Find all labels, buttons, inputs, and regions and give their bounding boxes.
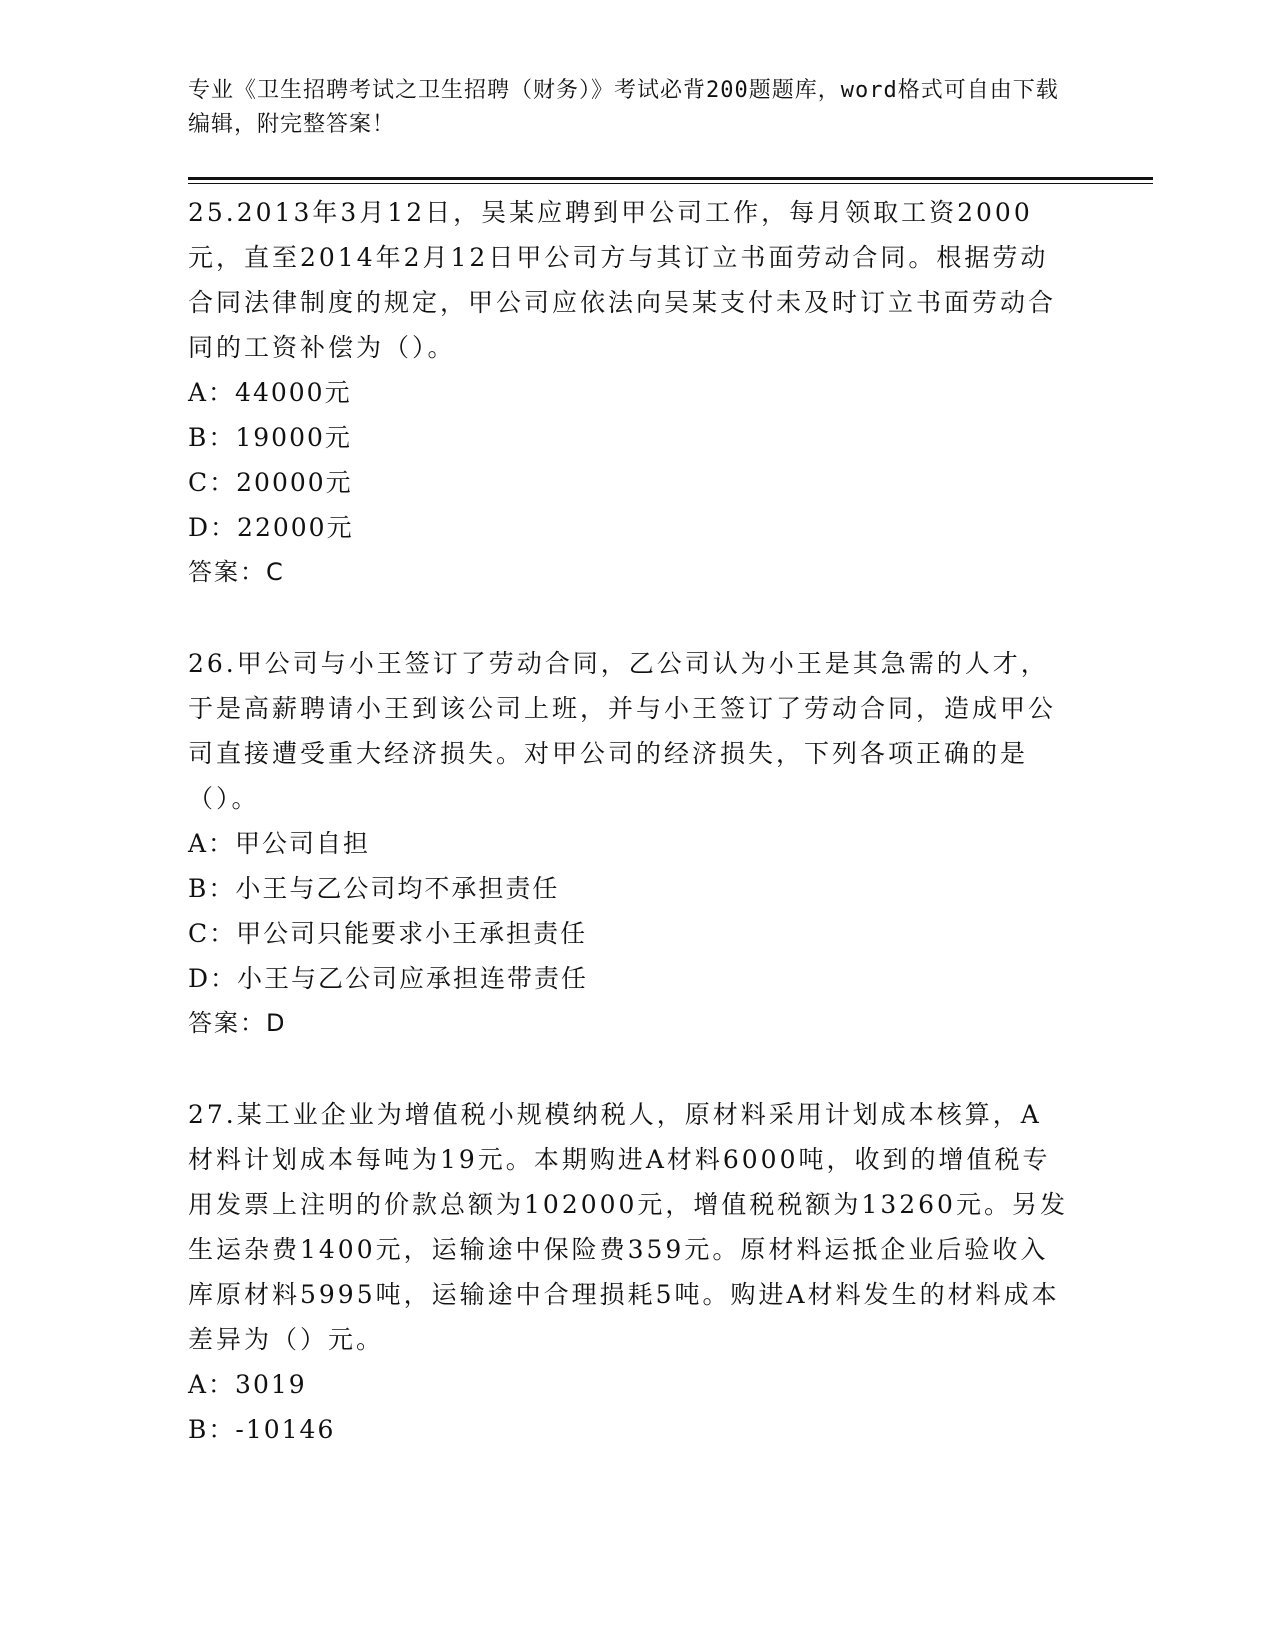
header-rule-thin (188, 183, 1153, 184)
option-a: A：甲公司自担 (188, 829, 371, 858)
option-c: C：20000元 (188, 468, 353, 497)
option-d: D：小王与乙公司应承担连带责任 (188, 964, 589, 993)
option-d: D：22000元 (188, 513, 354, 542)
document-header: 专业《卫生招聘考试之卫生招聘（财务）》考试必背200题题库，word格式可自由下载编辑，附完整答案！ (188, 78, 1059, 137)
answer: 答案：D (188, 1009, 287, 1037)
question-26 (188, 641, 1088, 1046)
header-rule-thick (188, 177, 1153, 180)
option-a: A：3019 (188, 1370, 307, 1399)
option-b: B：-10146 (188, 1415, 336, 1444)
option-b: B：19000元 (188, 423, 352, 452)
answer: 答案：C (188, 558, 285, 586)
question-list (188, 190, 1088, 1498)
question-text: 25.2013年3月12日，吴某应聘到甲公司工作，每月领取工资2000元，直至2014年2月12日甲公司方与其订立书面劳动合同。根据劳动合同法律制度的规定，甲公司应依法向吴某支付未及时订立书面劳动合同的工资补偿为（）。 (188, 198, 1057, 362)
question-text: 27.某工业企业为增值税小规模纳税人，原材料采用计划成本核算，A材料计划成本每吨为19元。本期购进A材料6000吨，收到的增值税专用发票上注明的价款总额为102000元，增值税税额为13260元。另发生运杂费1400元，运输途中保险费359元。原材料运抵企业后验收入库原材料5995吨，运输途中合理损耗5吨。购进A材料发生的材料成本差异为（）元。 (188, 1100, 1068, 1354)
option-b: B：小王与乙公司均不承担责任 (188, 874, 560, 903)
option-c: C：甲公司只能要求小王承担责任 (188, 919, 588, 948)
question-25 (188, 190, 1088, 595)
question-27 (188, 1092, 1088, 1452)
question-text: 26.甲公司与小王签订了劳动合同，乙公司认为小王是其急需的人才，于是高薪聘请小王到该公司上班，并与小王签订了劳动合同，造成甲公司直接遭受重大经济损失。对甲公司的经济损失，下列各项正确的是（）。 (188, 649, 1057, 813)
option-a: A：44000元 (188, 378, 352, 407)
